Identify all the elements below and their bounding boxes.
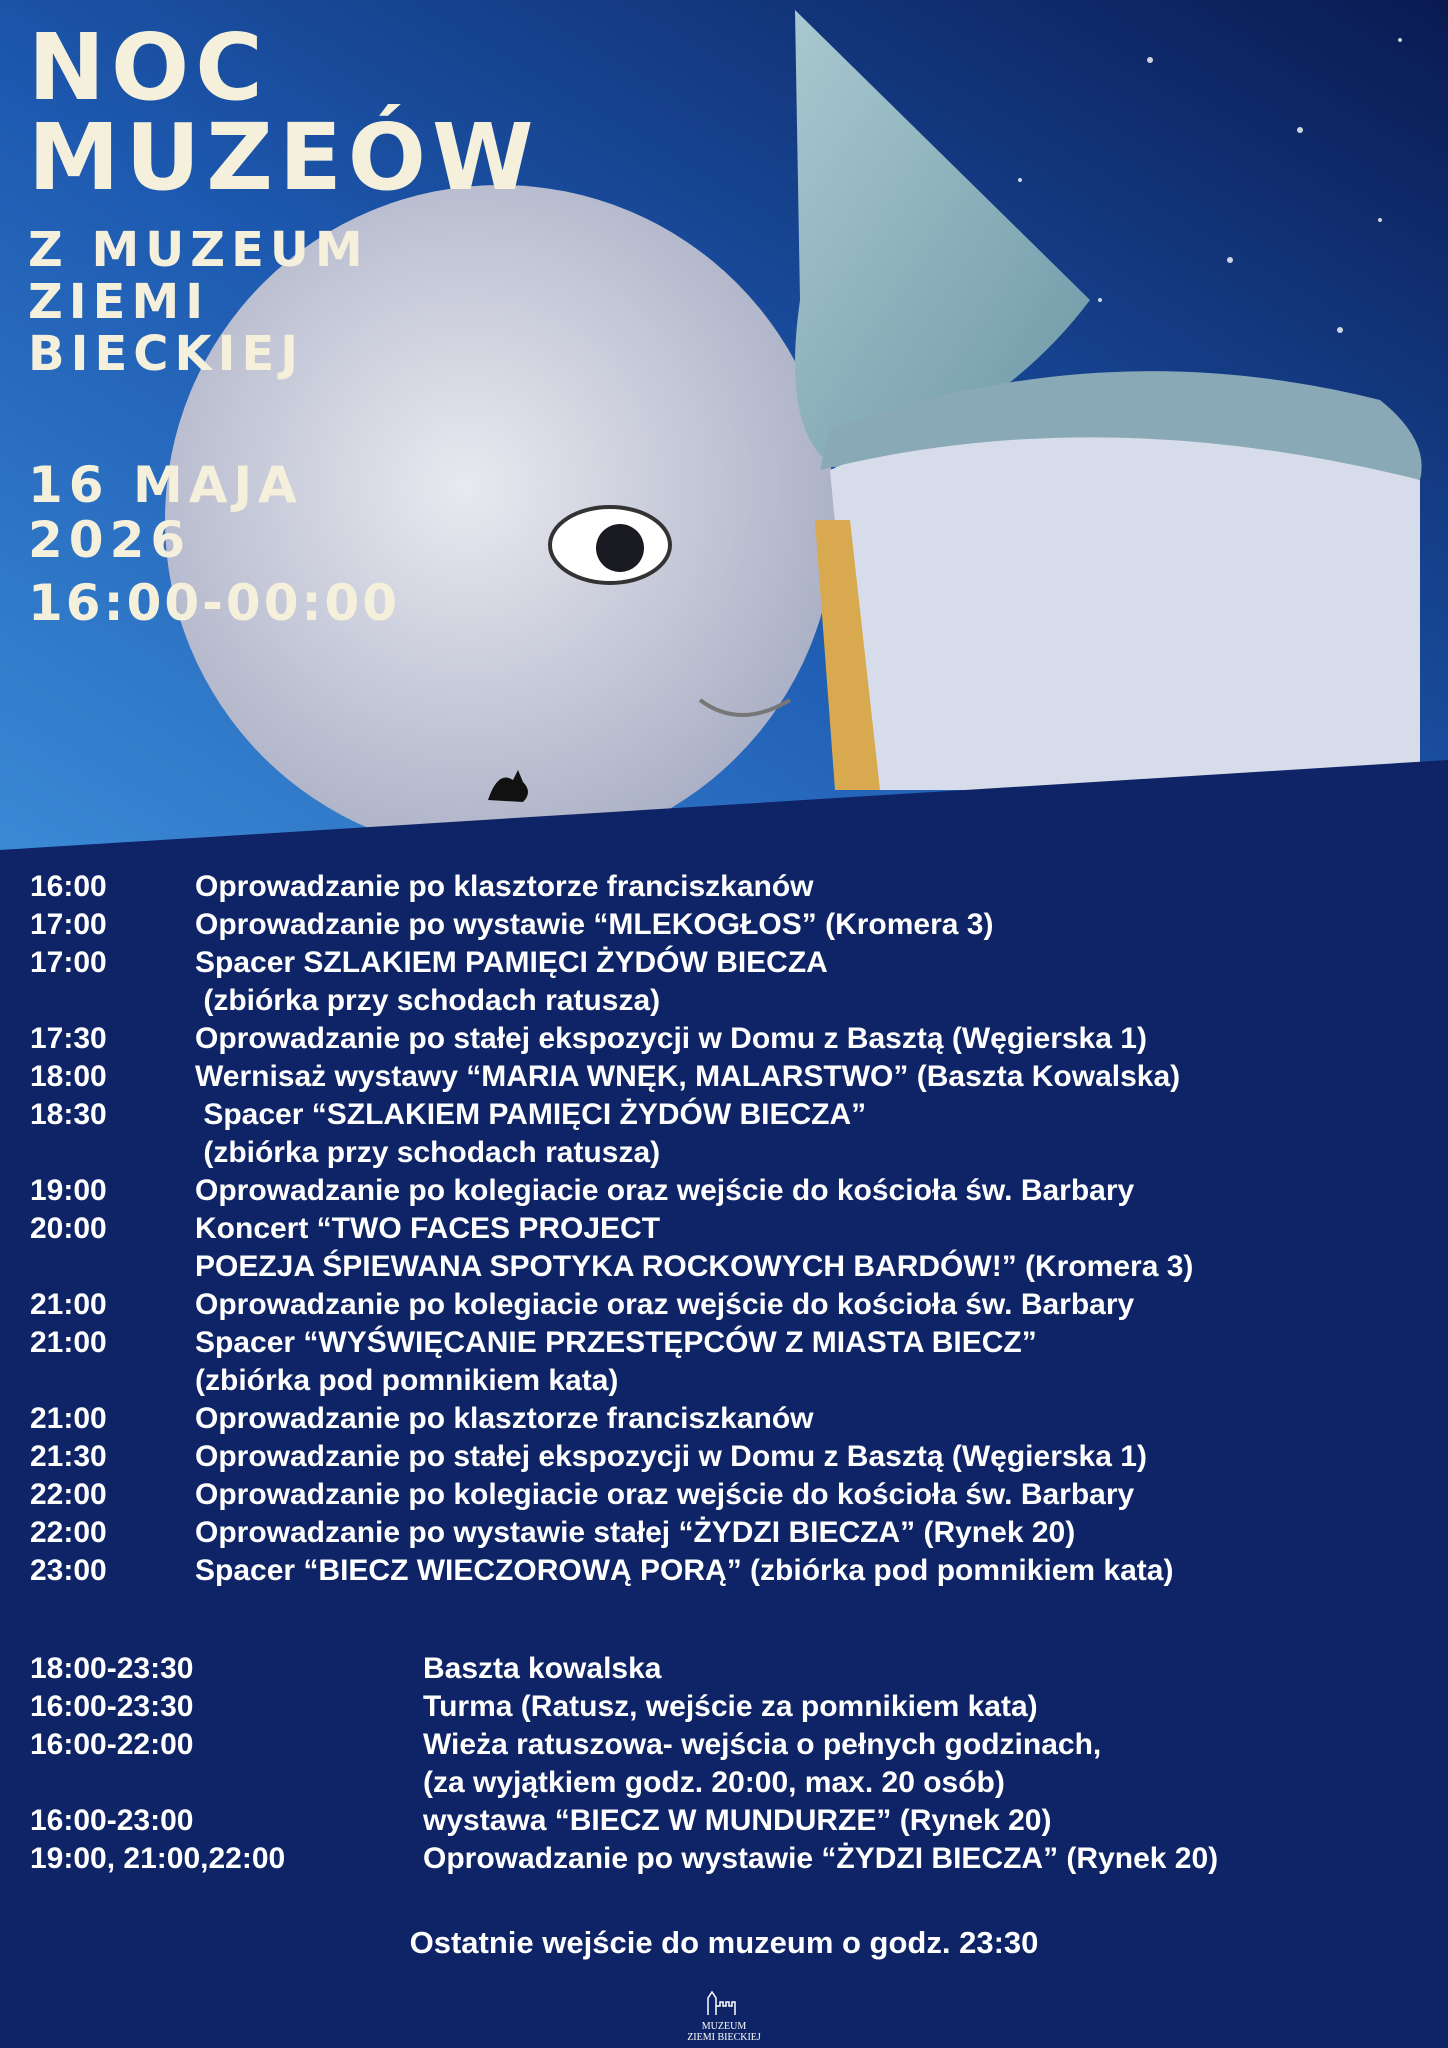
schedule-row: [0, 1802, 1448, 1840]
last-entry-note: Ostatnie wejście do muzeum o godz. 23:30: [409, 1925, 1039, 1960]
schedule-description: (zbiórka przy schodach ratusza): [195, 1136, 661, 1169]
schedule-description: Oprowadzanie po wystawie stałej “ŻYDZI BIECZA” (Rynek 20): [195, 1516, 1076, 1549]
schedule-description: Oprowadzanie po wystawie “MLEKOGŁOS” (Kromera 3): [195, 908, 994, 941]
schedule-row: [0, 868, 1448, 906]
schedule-description: Oprowadzanie po stałej ekspozycji w Domu z Basztą (Węgierska 1): [195, 1022, 1147, 1055]
schedule-description: Oprowadzanie po kolegiacie oraz wejście do kościoła św. Barbary: [195, 1478, 1135, 1511]
date-line-2: 2026: [28, 511, 192, 569]
schedule-row: [0, 1726, 1448, 1764]
schedule-row: [0, 1286, 1448, 1324]
subtitle-line-2: ZIEMI: [28, 274, 210, 330]
schedule-description: Oprowadzanie po kolegiacie oraz wejście do kościoła św. Barbary: [195, 1174, 1135, 1207]
schedule-row: [0, 1840, 1448, 1878]
subtitle-line-1: Z MUZEUM: [28, 222, 369, 278]
schedule-time: 18:00: [30, 1060, 107, 1093]
schedule-description: Koncert “TWO FACES PROJECT: [195, 1212, 661, 1245]
schedule-row: [0, 1020, 1448, 1058]
schedule-row: [0, 1362, 1448, 1400]
schedule-row: [0, 1096, 1448, 1134]
subtitle-line-3: BIECKIEJ: [28, 326, 305, 382]
schedule-row: [0, 1210, 1448, 1248]
schedule-row: [0, 1134, 1448, 1172]
schedule-description: (zbiórka przy schodach ratusza): [195, 984, 661, 1017]
schedule-description: POEZJA ŚPIEWANA SPOTYKA ROCKOWYCH BARDÓW!” (Kromera 3): [195, 1250, 1194, 1283]
schedule-row: [0, 1552, 1448, 1590]
schedule-time: 20:00: [30, 1212, 107, 1245]
title-line-2: MUZEÓW: [28, 104, 540, 211]
schedule-time: [0, 1134, 195, 1172]
schedule-description: Wernisaż wystawy “MARIA WNĘK, MALARSTWO” (Baszta Kowalska): [195, 1060, 1181, 1093]
schedule-time: 18:00-23:30: [30, 1652, 194, 1685]
schedule-time: 21:00: [30, 1402, 107, 1435]
schedule-row: [0, 1650, 1448, 1688]
schedule-row: [0, 1248, 1448, 1286]
event-hours: 16:00-00:00: [28, 574, 401, 632]
schedule-row: [0, 1688, 1448, 1726]
schedule-row: [0, 1514, 1448, 1552]
title-line-1: NOC: [28, 14, 269, 121]
schedule-time: 19:00: [30, 1174, 107, 1207]
schedule-time: 17:30: [30, 1022, 107, 1055]
schedule-description: (za wyjątkiem godz. 20:00, max. 20 osób): [423, 1766, 1005, 1799]
schedule-time: 19:00, 21:00,22:00: [30, 1842, 286, 1875]
schedule-description: Oprowadzanie po stałej ekspozycji w Domu z Basztą (Węgierska 1): [195, 1440, 1147, 1473]
date-line-1: 16 MAJA: [28, 456, 303, 514]
schedule-time: [0, 1362, 195, 1400]
schedule-time: 16:00: [30, 870, 107, 903]
schedule-description: wystawa “BIECZ W MUNDURZE” (Rynek 20): [423, 1804, 1052, 1837]
schedule-time: [0, 1248, 195, 1286]
schedule-description: Oprowadzanie po klasztorze franciszkanów: [195, 870, 814, 903]
schedule-row: [0, 1764, 1448, 1802]
schedule-row: [0, 1400, 1448, 1438]
schedule-description: Oprowadzanie po kolegiacie oraz wejście do kościoła św. Barbary: [195, 1288, 1135, 1321]
schedule-description: Spacer “WYŚWIĘCANIE PRZESTĘPCÓW Z MIASTA BIECZ”: [195, 1326, 1037, 1359]
schedule-time: 21:00: [30, 1288, 107, 1321]
schedule-time: 18:30: [30, 1098, 107, 1131]
schedule-time: 21:00: [30, 1326, 107, 1359]
schedule-row: [0, 1438, 1448, 1476]
schedule-description: Spacer “SZLAKIEM PAMIĘCI ŻYDÓW BIECZA”: [195, 1098, 867, 1131]
schedule-description: Baszta kowalska: [423, 1652, 662, 1685]
schedule-description: Spacer SZLAKIEM PAMIĘCI ŻYDÓW BIECZA: [195, 946, 828, 979]
schedule-row: [0, 1058, 1448, 1096]
schedule-description: Oprowadzanie po klasztorze franciszkanów: [195, 1402, 814, 1435]
schedule-time: 16:00-23:00: [30, 1804, 194, 1837]
schedule-row: [0, 1476, 1448, 1514]
schedule-row: [0, 1172, 1448, 1210]
schedule-time: 23:00: [30, 1554, 107, 1587]
ongoing-attractions: [0, 1650, 1448, 1878]
schedule-row: [0, 982, 1448, 1020]
schedule-row: [0, 944, 1448, 982]
schedule-time: 21:30: [30, 1440, 107, 1473]
schedule-description: (zbiórka pod pomnikiem kata): [195, 1364, 619, 1397]
schedule-time: [0, 1764, 423, 1802]
schedule-time: [0, 982, 195, 1020]
schedule-row: [0, 1324, 1448, 1362]
schedule-description: Spacer “BIECZ WIECZOROWĄ PORĄ” (zbiórka pod pomnikiem kata): [195, 1554, 1174, 1587]
tower-logo-icon: [704, 1990, 744, 2016]
schedule-description: Oprowadzanie po wystawie “ŻYDZI BIECZA” (Rynek 20): [423, 1842, 1219, 1875]
logo-text-2: ZIEMI BIECKIEJ: [687, 2032, 761, 2043]
schedule-row: [0, 906, 1448, 944]
schedule-description: Turma (Ratusz, wejście za pomnikiem kata): [423, 1690, 1038, 1723]
museum-logo: [684, 1990, 764, 2043]
schedule-time: 22:00: [30, 1516, 107, 1549]
schedule-time: 16:00-23:30: [30, 1690, 194, 1723]
schedule-description: Wieża ratuszowa- wejścia o pełnych godzinach,: [423, 1728, 1102, 1761]
schedule-time: 17:00: [30, 946, 107, 979]
schedule-time: 22:00: [30, 1478, 107, 1511]
schedule-time: 17:00: [30, 908, 107, 941]
evening-schedule: [0, 868, 1448, 1590]
schedule-time: 16:00-22:00: [30, 1728, 194, 1761]
logo-text-1: MUZEUM: [701, 2021, 747, 2032]
